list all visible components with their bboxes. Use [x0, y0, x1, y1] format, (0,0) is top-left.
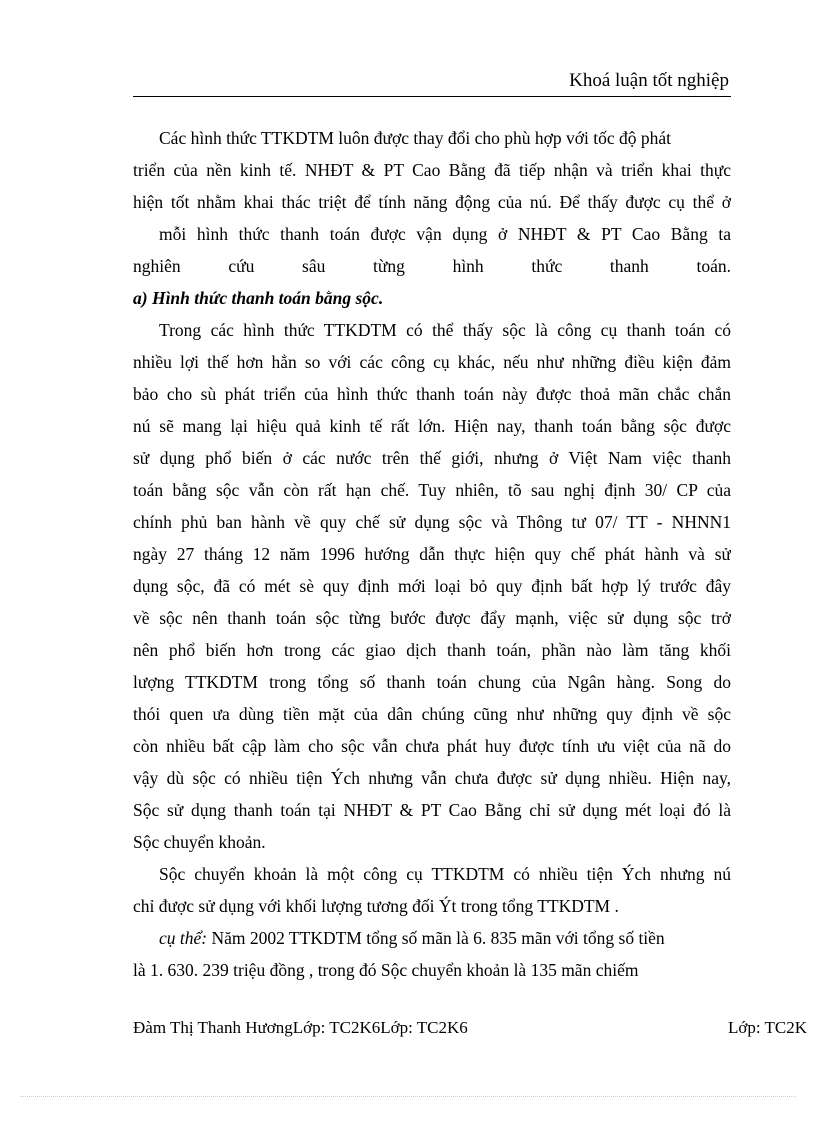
section-heading: a) Hình thức thanh toán bằng sộc.	[133, 288, 384, 308]
text-line: về sộc nên thanh toán sộc từng bước được đẩy mạnh, việc sử dụng sộc trở	[133, 608, 731, 628]
italic-label: cụ thể:	[159, 928, 208, 948]
text-line: Sộc chuyển khoản là một công cụ TTKDTM có nhiều tiện Ých nhưng nú	[159, 864, 731, 884]
text-line: Trong các hình thức TTKDTM có thể thấy sộc là công cụ thanh toán có	[159, 320, 731, 340]
text-line: dụng sộc, đã có mét sè quy định mới loại bỏ quy định bất hợp lý trước đây	[133, 576, 731, 596]
page-bottom-divider	[20, 1096, 796, 1097]
text-line: chính phủ ban hành về quy chế sử dụng sộc và Thông tư 07/ TT - NHNN1	[133, 512, 731, 532]
text-line: hiện tốt nhằm khai thác triệt để tính năng động của nú. Để thấy được cụ thể ở	[133, 192, 731, 212]
text-line: thói quen ưa dùng tiền mặt của dân chúng cũng như những quy định về sộc	[133, 704, 731, 724]
text-line: nú sẽ mang lại hiệu quả kinh tế rất lớn. Hiện nay, thanh toán bằng sộc được	[133, 416, 731, 436]
text-line: bảo cho sù phát triển của hình thức thanh toán này được thoả mãn chắc chắn	[133, 384, 731, 404]
text-line: nên phổ biến hơn trong các giao dịch thanh toán, phần nào làm tăng khối	[133, 640, 731, 660]
text-line: còn nhiều bất cập làm cho sộc vẫn chưa phát huy được tính ưu việt của nã do	[133, 736, 731, 756]
text-line: Sộc chuyển khoản.	[133, 832, 266, 852]
text-line: Sộc sử dụng thanh toán tại NHĐT & PT Cao Bằng chỉ sử dụng mét loại đó là	[133, 800, 731, 820]
page-header	[133, 66, 731, 97]
text-line: lượng TTKDTM trong tổng số thanh toán chung của Ngân hàng. Song do	[133, 672, 731, 692]
text-line: toán bằng sộc vẫn còn rất hạn chế. Tuy nhiên, tõ sau nghị định 30/ CP của	[133, 480, 731, 500]
document-body	[133, 122, 731, 986]
text-line	[133, 922, 731, 954]
line-continuation: Năm 2002 TTKDTM tổng số mãn là 6. 835 mãn với tổng số tiền	[207, 928, 665, 948]
text-line: nhiều lợi thế hơn hẳn so với các công cụ khác, nếu như những điều kiện đảm	[133, 352, 731, 372]
footer-class: Lớp: TC2K	[728, 1018, 808, 1037]
header-title: Khoá luận tốt nghiệp	[569, 70, 729, 91]
text-line: ngày 27 tháng 12 năm 1996 hướng dẫn thực hiện quy chế phát hành và sử	[133, 544, 731, 564]
footer-author: Đàm Thị Thanh HươngLớp: TC2K6Lớp: TC2K6	[133, 1018, 468, 1037]
text-line: nghiên cứu sâu từng hình thức thanh toán.	[133, 256, 731, 276]
text-line: là 1. 630. 239 triệu đồng , trong đó Sộc chuyển khoản là 135 mãn chiếm	[133, 960, 639, 980]
text-line: mỗi hình thức thanh toán được vận dụng ở NHĐT & PT Cao Bằng ta	[159, 224, 731, 244]
text-line: vậy dù sộc có nhiều tiện Ých nhưng vẫn chưa được sử dụng nhiều. Hiện nay,	[133, 768, 731, 788]
text-line: chỉ được sử dụng với khối lượng tương đối Ýt trong tổng TTKDTM .	[133, 896, 619, 916]
text-line: Các hình thức TTKDTM luôn được thay đổi cho phù hợp với tốc độ phát	[159, 128, 672, 148]
text-line: triển của nền kinh tế. NHĐT & PT Cao Bằng đã tiếp nhận và triển khai thực	[133, 160, 731, 180]
text-line: sử dụng phổ biến ở các nước trên thế giới, nhưng ở Việt Nam việc thanh	[133, 448, 731, 468]
